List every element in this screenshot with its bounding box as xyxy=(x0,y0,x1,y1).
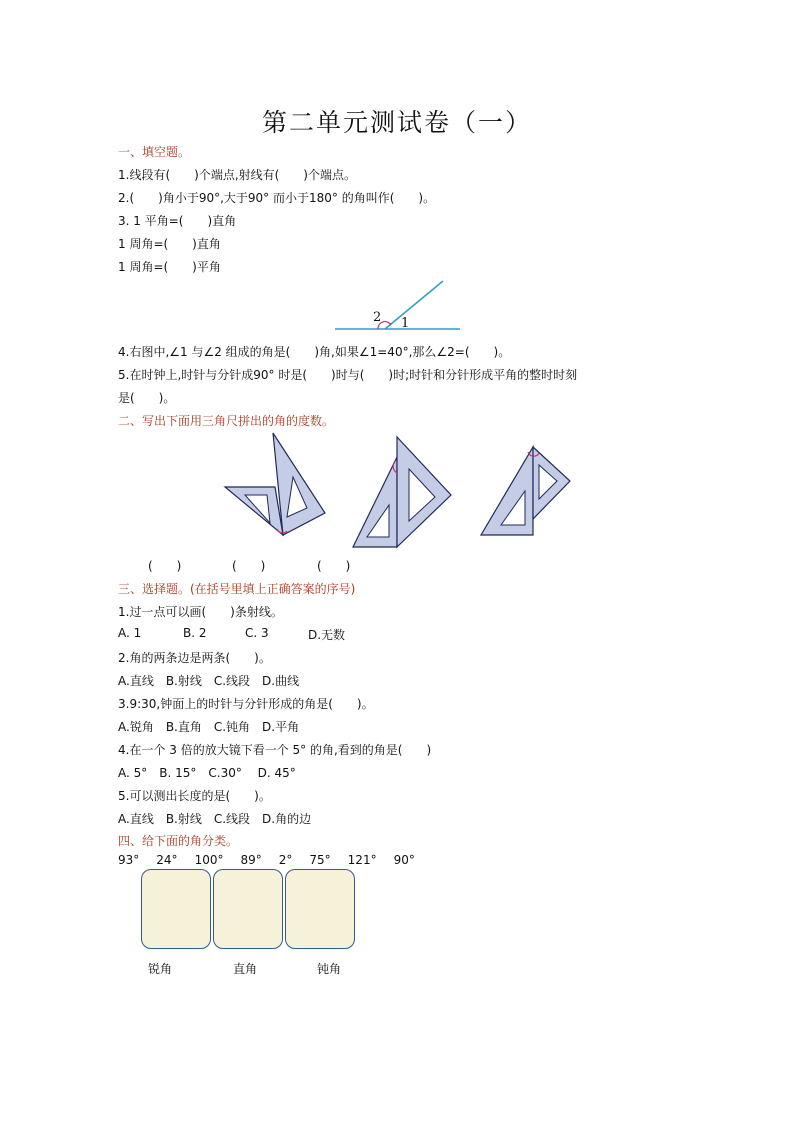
section-heading-choice: 三、选择题。(在括号里填上正确答案的序号) xyxy=(118,582,356,596)
question-3-2-options: A.直线 B.射线 C.线段 D.曲线 xyxy=(118,674,300,688)
obtuse-angle-label: 钝角 xyxy=(317,962,342,976)
angle-2-label: 2 xyxy=(373,310,382,325)
section-heading-triangles: 二、写出下面用三角尺拼出的角的度数。 xyxy=(118,414,335,428)
option-c: C. 3 xyxy=(245,626,269,640)
degree-value: 93° xyxy=(118,853,140,867)
question-1-5b: 是( )。 xyxy=(118,391,176,405)
right-angle-label: 直角 xyxy=(233,962,258,976)
section-heading-fill-blanks: 一、填空题。 xyxy=(118,145,191,159)
question-3-5: 5.可以测出长度的是( )。 xyxy=(118,789,271,803)
angle-figure xyxy=(330,275,465,335)
right-angle-box[interactable] xyxy=(213,869,283,949)
obtuse-angle-box[interactable] xyxy=(285,869,355,949)
page-title: 第二单元测试卷（一） xyxy=(261,108,532,137)
degree-value: 100° xyxy=(194,853,224,867)
question-1-3b: 1 周角=( )直角 xyxy=(118,237,221,251)
triangle-pair-2 xyxy=(353,437,451,547)
section-heading-classify: 四、给下面的角分类。 xyxy=(118,834,239,848)
degree-value: 89° xyxy=(240,853,262,867)
answer-blank-3: ( ) xyxy=(317,559,351,573)
degree-value: 2° xyxy=(278,853,293,867)
degree-list xyxy=(118,853,432,867)
question-3-3: 3.9:30,钟面上的时针与分针形成的角是( )。 xyxy=(118,697,374,711)
question-1-4: 4.右图中,∠1 与∠2 组成的角是( )角,如果∠1=40°,那么∠2=( )。 xyxy=(118,345,511,359)
question-3-2: 2.角的两条边是两条( )。 xyxy=(118,651,271,665)
question-1-3c: 1 周角=( )平角 xyxy=(118,260,221,274)
question-3-5-options: A.直线 B.射线 C.线段 D.角的边 xyxy=(118,812,312,826)
degree-value: 24° xyxy=(156,853,178,867)
acute-angle-box[interactable] xyxy=(141,869,211,949)
option-d: D.无数 xyxy=(308,628,346,642)
question-1-5a: 5.在时钟上,时针与分针成90° 时是( )时与( )时;时针和分针形成平角的整时时刻 xyxy=(118,368,578,382)
acute-angle-label: 锐角 xyxy=(148,962,173,976)
degree-value: 90° xyxy=(393,853,415,867)
angle-1-label: 1 xyxy=(401,316,410,331)
question-3-4-options: A. 5° B. 15° C.30° D. 45° xyxy=(118,766,296,780)
question-1-3a: 3. 1 平角=( )直角 xyxy=(118,214,237,228)
triangle-rulers-figure xyxy=(215,425,585,555)
degree-value: 75° xyxy=(309,853,331,867)
triangle-pair-1 xyxy=(225,433,325,535)
question-1-1: 1.线段有( )个端点,射线有( )个端点。 xyxy=(118,168,356,182)
option-b: B. 2 xyxy=(183,626,207,640)
question-3-1: 1.过一点可以画( )条射线。 xyxy=(118,605,283,619)
answer-blank-1: ( ) xyxy=(148,559,182,573)
option-a: A. 1 xyxy=(118,626,142,640)
question-1-2: 2.( )角小于90°,大于90° 而小于180° 的角叫作( )。 xyxy=(118,191,436,205)
triangle-pair-3 xyxy=(481,447,570,535)
question-3-3-options: A.锐角 B.直角 C.钝角 D.平角 xyxy=(118,720,300,734)
answer-blank-2: ( ) xyxy=(232,559,266,573)
question-3-4: 4.在一个 3 倍的放大镜下看一个 5° 的角,看到的角是( ) xyxy=(118,743,432,757)
degree-value: 121° xyxy=(347,853,377,867)
ray-line xyxy=(385,281,443,329)
